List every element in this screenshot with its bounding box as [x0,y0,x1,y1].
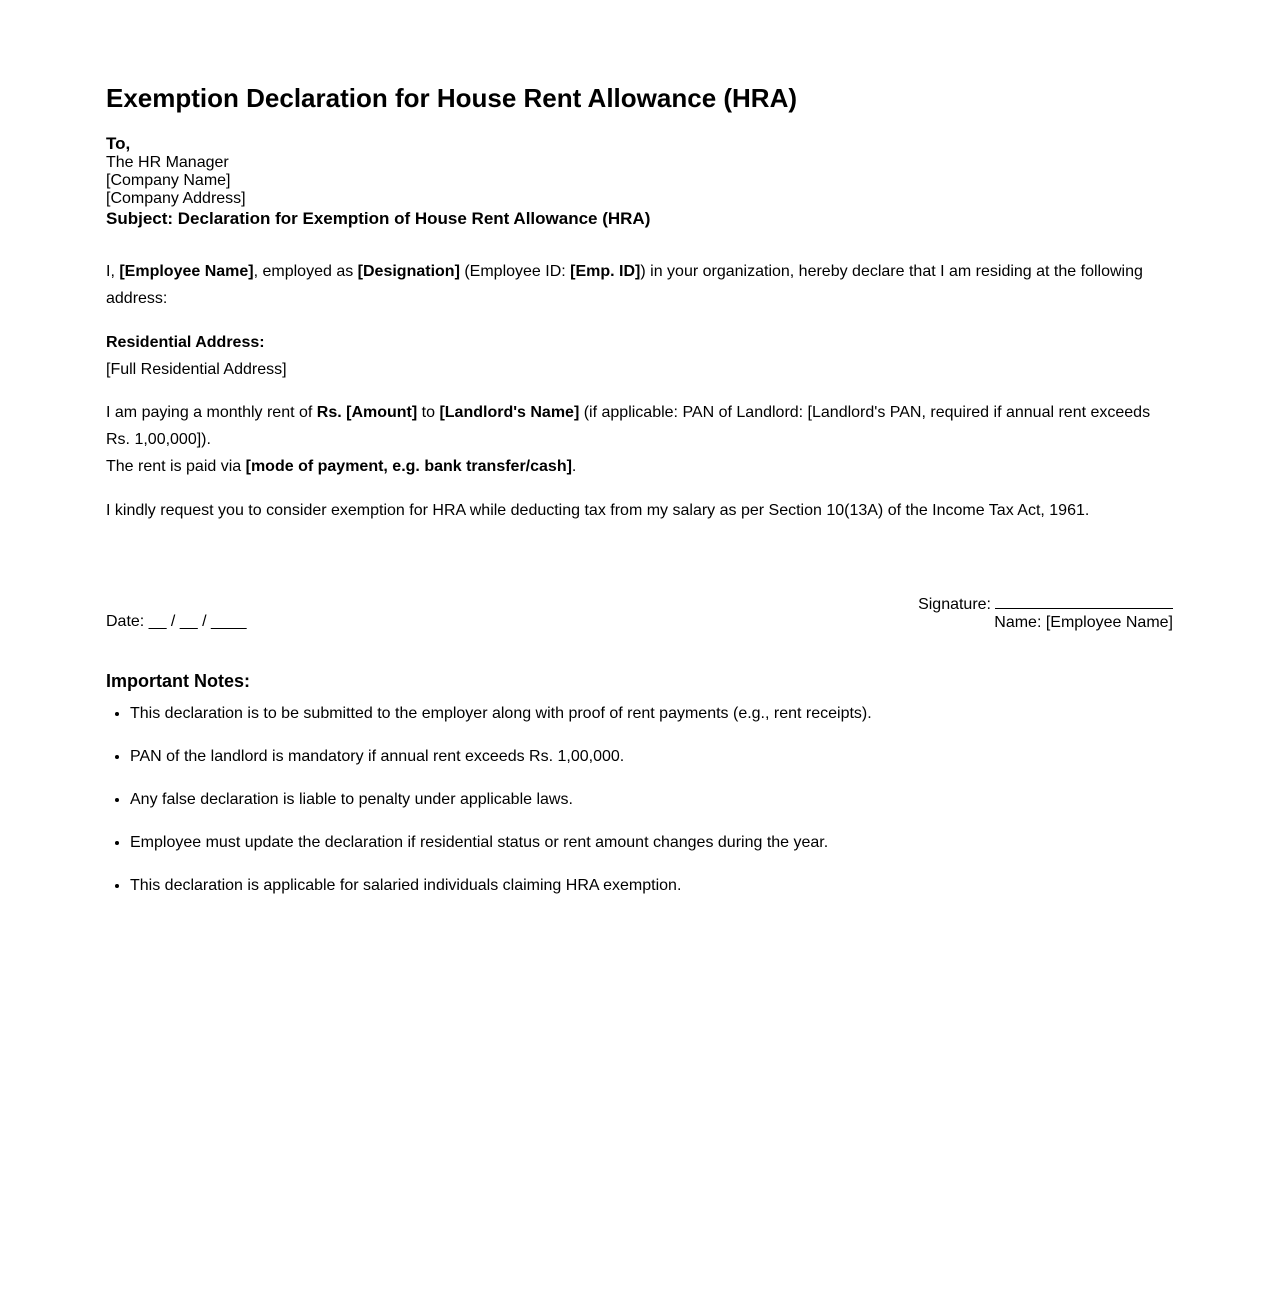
signature-label: Signature: [918,596,991,613]
note-item: • PAN of the landlord is mandatory if annual rent exceeds Rs. 1,00,000. [130,746,1170,768]
declaration-text-3: (Employee ID: [459,263,571,280]
subject-line: Subject: Declaration for Exemption of House Rent Allowance (HRA) [106,209,651,228]
rent-text-2: to [417,404,440,421]
recipient-line-hr-manager: The HR Manager [106,154,229,171]
declaration-text-4: ) in your organization, hereby declare that I am residing at the following address: [106,263,1143,307]
signature-block [918,594,1173,632]
residential-address-label: Residential Address: [106,334,265,351]
recipient-line-company-name: [Company Name] [106,172,231,189]
important-notes-list [106,703,1170,918]
payment-mode-prefix: The rent is paid via [106,458,246,475]
landlord-name-placeholder: [Landlord's Name] [439,404,580,421]
note-item: • Any false declaration is liable to penalty under applicable laws. [130,789,1170,811]
important-notes-heading: Important Notes: [106,671,250,691]
recipient-to-label: To, [106,134,131,153]
note-item: • This declaration is applicable for salaried individuals claiming HRA exemption. [130,875,1170,897]
date-field: Date: __ / __ / ____ [106,613,247,630]
employee-name-placeholder: [Employee Name] [119,263,254,280]
rent-text-3: (if applicable: PAN of Landlord: [Landlord's PAN, required if annual rent exceeds Rs. 1,00,000]). [106,404,1151,448]
signature-name: Name: [Employee Name] [994,614,1173,631]
residential-address-value: [Full Residential Address] [106,361,287,378]
rent-text-1: I am paying a monthly rent of [106,404,317,421]
payment-mode-suffix: . [571,458,577,475]
signature-row [918,594,1173,614]
rent-amount-placeholder: Rs. [Amount] [316,404,418,421]
request-paragraph: I kindly request you to consider exemption for HRA while deducting tax from my salary as per Section 10(13A) of the Income Tax Act, 1961. [106,502,1090,519]
employee-id-placeholder: [Emp. ID] [570,263,641,280]
signature-line [995,594,1173,609]
recipient-address [106,134,246,208]
declaration-paragraph [106,258,1173,312]
document-title: Exemption Declaration for House Rent Allowance (HRA) [106,83,798,113]
declaration-text-1: I, [106,263,120,280]
payment-mode-paragraph [106,453,1173,480]
rent-paragraph [106,399,1173,453]
note-item: • This declaration is to be submitted to the employer along with proof of rent payments (e.g., rent receipts). [130,703,1170,725]
declaration-text-2: , employed as [253,263,358,280]
payment-mode-placeholder: [mode of payment, e.g. bank transfer/cash] [245,458,572,475]
note-item: • Employee must update the declaration if residential status or rent amount changes during the year. [130,832,1170,854]
recipient-line-company-address: [Company Address] [106,190,246,207]
designation-placeholder: [Designation] [357,263,460,280]
